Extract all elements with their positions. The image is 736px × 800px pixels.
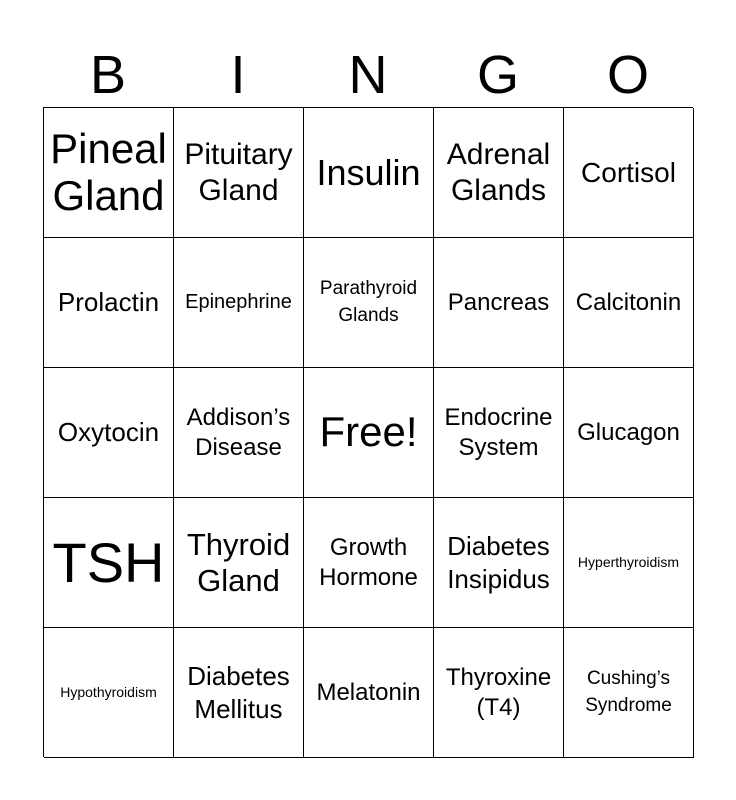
cell-text: Oxytocin xyxy=(57,417,160,448)
bingo-cell[interactable] xyxy=(564,498,694,628)
cell-text: TSH xyxy=(52,530,165,594)
cell-text: Epinephrine xyxy=(185,291,292,313)
bingo-cell[interactable] xyxy=(304,498,434,628)
bingo-cell[interactable] xyxy=(434,628,564,758)
cell-text: Cortisol xyxy=(581,156,676,188)
cell-text: Adrenal Glands xyxy=(446,137,551,207)
bingo-cell[interactable] xyxy=(174,238,304,368)
cell-text: Addison’s Disease xyxy=(186,403,291,461)
bingo-cell[interactable] xyxy=(174,368,304,498)
cell-text: Parathyroid Glands xyxy=(319,277,418,326)
cell-text: Growth Hormone xyxy=(319,533,418,591)
bingo-cell[interactable] xyxy=(174,108,304,238)
bingo-cell[interactable] xyxy=(174,628,304,758)
cell-text: Diabetes Mellitus xyxy=(187,661,290,724)
bingo-cell[interactable] xyxy=(304,628,434,758)
cell-text: Diabetes Insipidus xyxy=(447,531,550,594)
bingo-cell[interactable] xyxy=(564,238,694,368)
bingo-cell[interactable] xyxy=(564,108,694,238)
bingo-cell[interactable] xyxy=(434,108,564,238)
cell-text: Cushing’s Syndrome xyxy=(585,667,672,716)
cell-text: Thyroid Gland xyxy=(186,526,291,598)
bingo-cell[interactable] xyxy=(564,628,694,758)
cell-text: Thyroxine (T4) xyxy=(445,663,552,721)
bingo-cell[interactable] xyxy=(304,108,434,238)
bingo-cell[interactable] xyxy=(44,238,174,368)
header-letter-g: G xyxy=(476,45,519,105)
bingo-card-grid xyxy=(43,107,693,757)
header-letter-o: O xyxy=(606,45,649,105)
cell-text: Hyperthyroidism xyxy=(577,554,680,571)
cell-text: Melatonin xyxy=(316,678,421,706)
bingo-cell[interactable] xyxy=(44,368,174,498)
bingo-cell[interactable] xyxy=(44,628,174,758)
header-letter-n: N xyxy=(348,45,388,105)
cell-text: Insulin xyxy=(316,151,421,193)
cell-text: Hypothyroidism xyxy=(60,684,157,701)
bingo-cell[interactable] xyxy=(44,498,174,628)
bingo-cell[interactable] xyxy=(434,498,564,628)
bingo-cell[interactable] xyxy=(304,238,434,368)
bingo-cell[interactable] xyxy=(44,108,174,238)
cell-text: Pineal Gland xyxy=(50,125,167,219)
bingo-header xyxy=(43,42,693,108)
header-letter-i: I xyxy=(230,45,246,105)
cell-text: Glucagon xyxy=(577,418,680,446)
cell-text: Pancreas xyxy=(447,288,550,316)
header-letter-b: B xyxy=(89,45,127,105)
free-space-text: Free! xyxy=(319,408,418,456)
cell-text: Endocrine System xyxy=(444,403,553,461)
cell-text: Pituitary Gland xyxy=(184,137,293,207)
bingo-cell[interactable] xyxy=(564,368,694,498)
free-space-cell[interactable] xyxy=(304,368,434,498)
bingo-cell[interactable] xyxy=(434,238,564,368)
cell-text: Prolactin xyxy=(57,287,160,318)
cell-text: Calcitonin xyxy=(575,288,682,316)
bingo-cell[interactable] xyxy=(174,498,304,628)
bingo-cell[interactable] xyxy=(434,368,564,498)
